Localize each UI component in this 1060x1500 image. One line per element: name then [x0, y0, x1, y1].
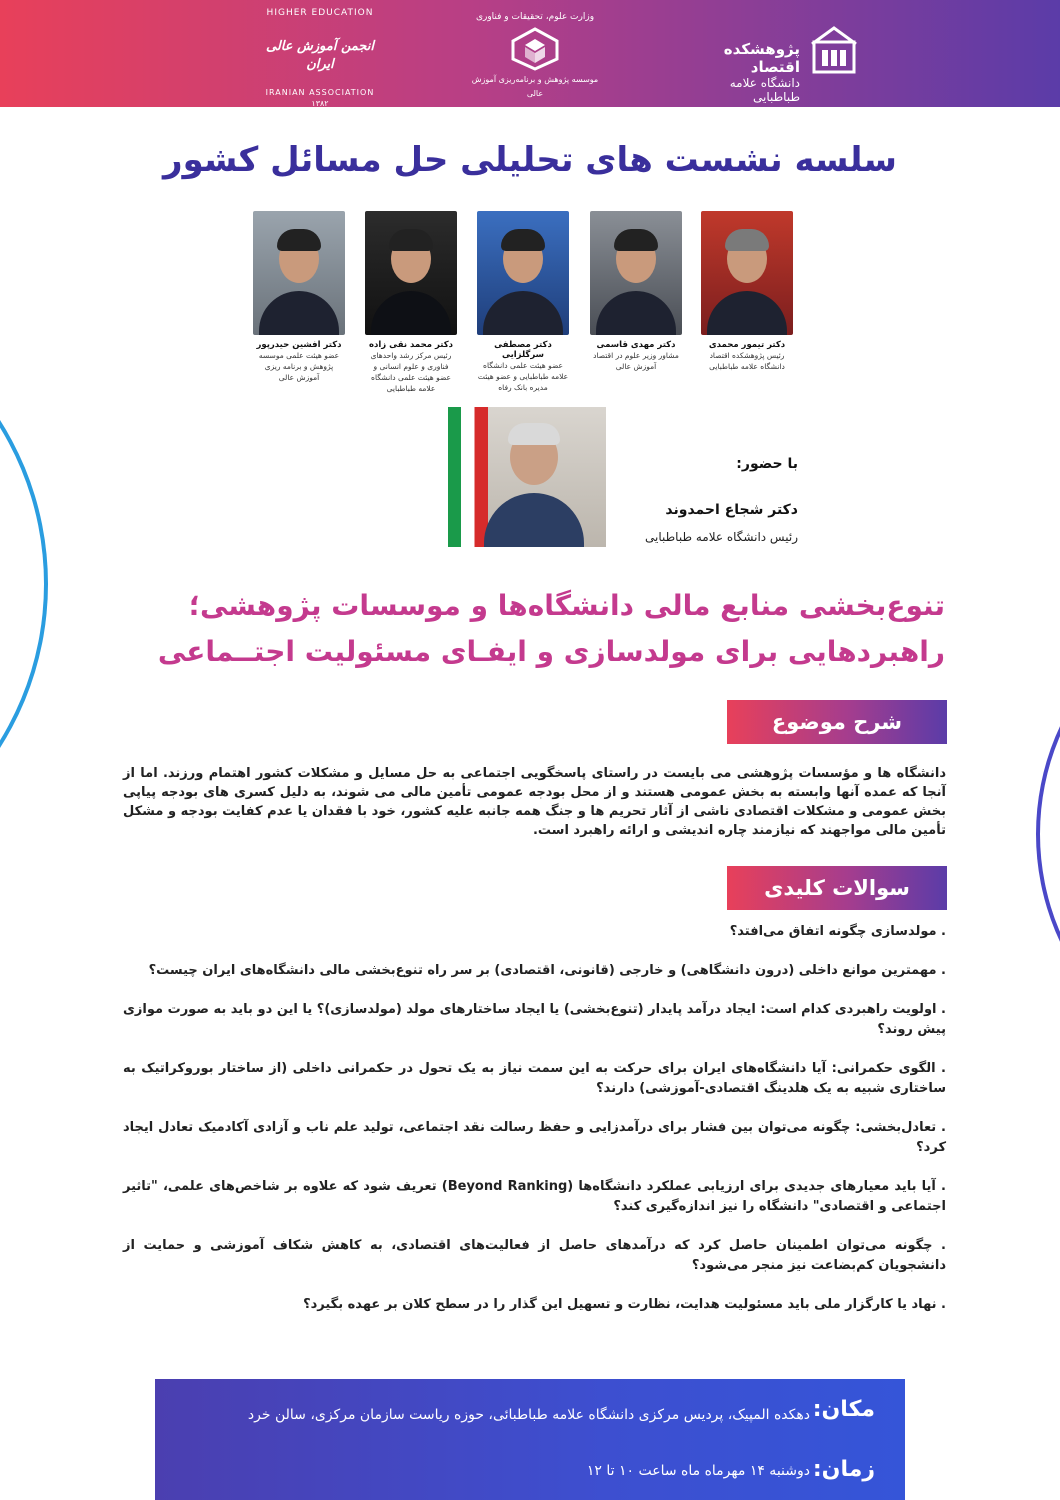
institute-subtitle: دانشگاه علامه طباطبایی [729, 76, 800, 104]
guest-name: دکتر شجاع احمدوند [665, 502, 798, 518]
topic-line-2: راهبردهایی برای مولدسازی و ایفـای مسئولیت اجتــماعی [157, 635, 945, 668]
speaker-card [477, 211, 569, 393]
ministry-logo [470, 10, 600, 101]
description-section-title: شرح موضوع [727, 700, 947, 744]
guest-photo [448, 407, 606, 547]
association-en-title: HIGHER EDUCATION [266, 8, 374, 18]
speaker-card [590, 211, 682, 372]
questions-list [123, 922, 946, 1334]
speaker-role: مشاور وزیر علوم در اقتصاد آموزش عالی [593, 351, 679, 371]
left-decorative-arc [0, 280, 48, 888]
speaker-photo [477, 211, 569, 335]
question-item: . آیا باید معیارهای جدیدی برای ارزیابی عملکرد دانشگاه‌ها (Beyond Ranking) تعریف شود که علاوه بر شاخص‌های علمی، "تاثیر اجتماعی و اقتصادی" دانشگاه را نیز اندازه‌گیری کند؟ [123, 1179, 946, 1214]
place-label: مکان: [812, 1397, 875, 1422]
speaker-name: دکتر تیمور محمدی [708, 340, 786, 350]
topic-line-1: تنوع‌بخشی منابع مالی دانشگاه‌ها و موسسات پژوهشی؛ [188, 589, 945, 622]
speaker-role: عضو هیئت علمی دانشگاه علامه طباطبایی و عضو هیئت مدیره بانک رفاه [477, 361, 569, 392]
question-item: . الگوی حکمرانی: آیا دانشگاه‌های ایران برای حرکت به این سمت نیاز به یک تحول در حکمرانی داخلی (از ساختار بوروکراتیک به ساختاری شبیه به یک هلدینگ اقتصادی-آموزشی) دارند؟ [123, 1061, 946, 1096]
speaker-name: دکتر مصطفی سرگلزایی [494, 340, 552, 360]
building-emblem-icon [808, 24, 860, 76]
association-fa-title: انجمن آموزش عالی ایران [265, 39, 375, 72]
speaker-card [701, 211, 793, 372]
speaker-role: رئیس مرکز رشد واحدهای فناوری و علوم انسانی و عضو هیئت علمی دانشگاه علامه طباطبایی [370, 351, 452, 393]
time-value: دوشنبه ۱۴ مهرماه ماه ساعت ۱۰ تا ۱۲ [586, 1463, 810, 1479]
speaker-role: رئیس پژوهشکده اقتصاد دانشگاه علامه طباطبایی [709, 351, 785, 371]
question-item: . اولویت راهبردی کدام است: ایجاد درآمد پایدار (تنوع‌بخشی) یا ایجاد ساختارهای مولد (مولدسازی)؟ یا این دو باید به صورت موازی پیش روند؟ [123, 1002, 946, 1037]
institute-title: پژوهشکده اقتصاد [723, 40, 800, 76]
speaker-name: دکتر افشین حیدرپور [256, 340, 342, 350]
event-info-footer [155, 1379, 905, 1500]
right-decorative-arc [1036, 580, 1060, 1088]
speaker-photo [365, 211, 457, 335]
questions-section-title: سوالات کلیدی [727, 866, 947, 910]
speaker-photo [701, 211, 793, 335]
ministry-title: وزارت علوم، تحقیقات و فناوری [475, 12, 595, 22]
header-banner [0, 0, 1060, 107]
iran-flag-icon [448, 407, 488, 547]
cube-emblem-icon [509, 27, 561, 71]
speaker-role: عضو هیئت علمی موسسه پژوهش و برنامه ریزی آموزش عالی [258, 351, 340, 382]
question-item: . مهمترین موانع داخلی (درون دانشگاهی) و خارجی (قانونی، اقتصادی) بر سر راه تنوع‌بخشی مالی دانشگاه‌های ایران چیست؟ [148, 963, 946, 978]
speaker-card [365, 211, 457, 394]
question-item: . چگونه می‌توان اطمینان حاصل کرد که درآمدهای حاصل از فعالیت‌های اقتصادی، به کاهش شکاف آموزشی و حمایت از دانشجویان کم‌بضاعت نیز منجر می‌شود؟ [123, 1238, 946, 1273]
page-title: سلسه نشست های تحلیلی حل مسائل کشور [163, 140, 897, 180]
speaker-name: دکتر محمد نقی زاده [368, 340, 454, 350]
speaker-photo [253, 211, 345, 335]
question-item: . تعادل‌بخشی: چگونه می‌توان بین فشار برای درآمدزایی و حفظ رسالت نقد اجتماعی، تولید علم ناب و آزادی آکادمیک تعادل ایجاد کرد؟ [123, 1120, 946, 1155]
association-en-side: IRANIAN ASSOCIATION [265, 88, 375, 97]
session-topic [105, 583, 945, 675]
time-label: زمان: [812, 1457, 875, 1482]
speaker-card [253, 211, 345, 383]
speaker-photo [590, 211, 682, 335]
speaker-name: دکتر مهدی قاسمی [596, 340, 676, 350]
with-presence-label: با حضور: [736, 456, 798, 472]
association-year: ۱۳۸۲ [311, 99, 329, 108]
question-item: . مولدسازی چگونه اتفاق می‌افتد؟ [729, 924, 946, 939]
guest-role: رئیس دانشگاه علامه طباطبایی [645, 530, 798, 544]
ministry-subtitle: موسسه پژوهش و برنامه‌ریزی آموزش عالی [471, 75, 599, 98]
place-value: دهکده المپیک، پردیس مرکزی دانشگاه علامه طباطبائی، حوزه ریاست سازمان مرکزی، سالن خرد [247, 1407, 810, 1423]
higher-education-association-logo [265, 8, 375, 111]
question-item: . نهاد یا کارگزار ملی باید مسئولیت هدایت، نظارت و تسهیل این گذار را در سطح کلان بر عهده بگیرد؟ [303, 1297, 946, 1312]
description-text: دانشگاه ها و مؤسسات پژوهشی می بایست در راستای پاسخگویی اجتماعی به حل مسایل و مشکلات کشور اهتمام ورزند. اما از آنجا که عمده آنها وابسته به بخش عمومی هستند و از محل بودجه عمومی تأمین مالی می شوند، به دلیل کسری های بودجه پیاپی بخش عمومی و مشکلات اقتصادی ناشی از آثار تحریم ها و جنگ همه جانبه علیه کشور، خود با فقدان یا عدم کفایت بودجه و مشکل تأمین مالی مواجهند که نیازمند چاره اندیشی و ارائه راهبرد است. [123, 766, 946, 838]
